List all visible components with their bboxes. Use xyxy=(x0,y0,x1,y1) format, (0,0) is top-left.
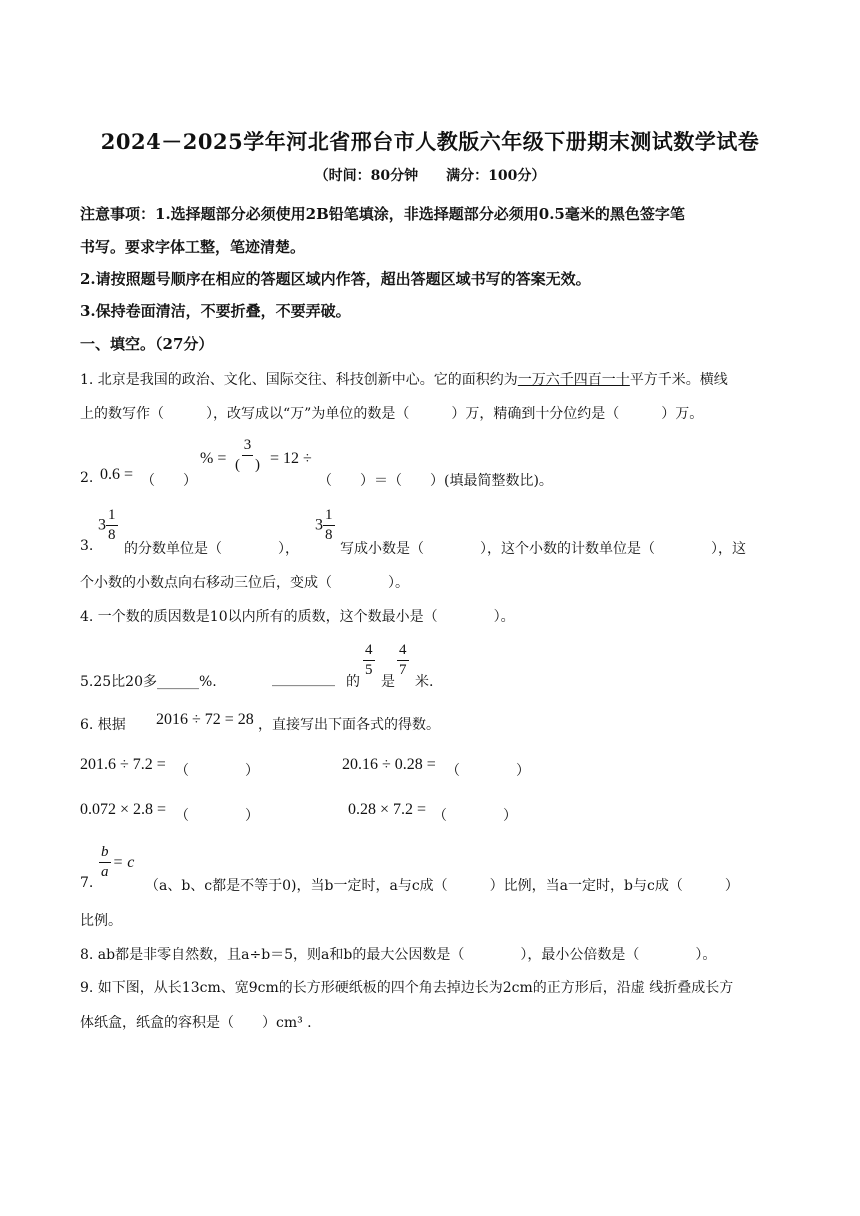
question-1-line-1 xyxy=(80,369,728,389)
q6-answer-1: （ ） xyxy=(175,763,259,779)
q5-text-d: 米. xyxy=(415,674,434,690)
q6-expr-1: 201.6 ÷ 7.2 = xyxy=(80,756,166,773)
q2-number: 2. xyxy=(80,470,94,486)
q7-equation xyxy=(99,845,134,880)
q5-text-a: 5.25比20多______%. xyxy=(80,674,217,690)
q1-text-a: 1. 北京是我国的政治、文化、国际交往、科技创新中心。它的面积约为 xyxy=(80,372,518,388)
q6-answer-4: （ ） xyxy=(433,808,517,824)
q5-blank: _________ xyxy=(272,671,335,687)
notice-line-2: 书写。要求字体工整，笔迹清楚。 xyxy=(80,238,306,256)
q5-fraction-1 xyxy=(363,643,375,678)
q3-number: 3. xyxy=(80,538,94,554)
q2-paren-a: （ ） xyxy=(141,473,197,489)
q6-expr-3: 0.072 × 2.8 = xyxy=(80,801,167,818)
q6-given-equation: 2016 ÷ 72 = 28 xyxy=(156,711,254,728)
q3-whole-1: 3 xyxy=(98,516,106,534)
q7-frac-num: b xyxy=(99,845,111,863)
q5-text-c: 是 xyxy=(381,674,395,690)
notice-line-1: 注意事项：1.选择题部分必须使用2B铅笔填涂，非选择题部分必须用0.5毫米的黑色签字笔 xyxy=(80,205,685,223)
q2-fraction xyxy=(233,438,262,473)
q6-answer-3: （ ） xyxy=(175,808,259,824)
q5-f1-num: 4 xyxy=(363,643,375,661)
q3-mixed-number-2 xyxy=(315,508,335,543)
q3-num-2: 1 xyxy=(323,508,335,526)
q7-text: （a、b、c都是不等于0)，当b一定时，a与c成（ ）比例，当a一定时，b与c成（ ） xyxy=(145,878,739,894)
q6-answer-2: （ ） xyxy=(446,763,530,779)
notice-line-4: 3.保持卷面清洁，不要折叠，不要弄破。 xyxy=(80,302,351,320)
q3-mixed-number-1 xyxy=(98,508,118,543)
q2-expr-a: 0.6 = xyxy=(100,466,134,483)
q5-f1-den: 5 xyxy=(365,662,373,678)
notice-line-3: 2.请按照题号顺序在相应的答题区域内作答，超出答题区域书写的答案无效。 xyxy=(80,270,591,288)
q2-expr-b: = 12 ÷ xyxy=(270,450,312,467)
q3-den-1: 8 xyxy=(108,527,116,543)
q2-frac-num: 3 xyxy=(242,438,254,456)
exam-time-score: （时间：80分钟 满分：100分） xyxy=(314,168,546,184)
q1-text-b: 平方千米。横线 xyxy=(629,372,728,388)
q1-underlined-number: 一万六千四百一十 xyxy=(517,372,630,388)
q6-intro-b: ，直接写出下面各式的得数。 xyxy=(258,717,440,733)
section-heading: 一、填空。（27分） xyxy=(80,335,214,353)
q3-text-b: 写成小数是（ ），这个小数的计数单位是（ ），这 xyxy=(340,541,746,557)
q9-line-2: 体纸盒，纸盒的容积是（ ）cm³ . xyxy=(80,1015,312,1031)
q2-percent: % = xyxy=(200,450,227,467)
page-title: 2024－2025学年河北省邢台市人教版六年级下册期末测试数学试卷 xyxy=(100,129,760,154)
q3-whole-2: 3 xyxy=(315,516,323,534)
q5-fraction-2 xyxy=(397,643,409,678)
q5-f2-den: 7 xyxy=(399,662,407,678)
q7-line-2: 比例。 xyxy=(80,913,122,929)
q7-number: 7. xyxy=(80,875,94,891)
q3-num-1: 1 xyxy=(106,508,118,526)
question-1-line-2: 上的数写作（ ），改写成以“万”为单位的数是（ ）万，精确到十分位约是（ ）万。 xyxy=(80,406,704,422)
q2-rest: （ ）＝（ ）(填最简整数比)。 xyxy=(318,473,553,489)
q5-f2-num: 4 xyxy=(397,643,409,661)
q3-line-2: 个小数的小数点向右移动三位后，变成（ ）。 xyxy=(80,575,409,591)
q3-den-2: 8 xyxy=(325,527,333,543)
q7-frac-den: a xyxy=(101,864,109,880)
q9-line-1: 9. 如下图，从长13cm、宽9cm的长方形硬纸板的四个角去掉边长为2cm的正方形后，沿虚 线折叠成长方 xyxy=(80,980,734,996)
q3-text-a: 的分数单位是（ ）， xyxy=(124,541,299,557)
q6-intro-a: 6. 根据 xyxy=(80,717,126,733)
q6-expr-4: 0.28 × 7.2 = xyxy=(348,801,427,818)
question-8: 8. ab都是非零自然数，且a÷b＝5，则a和b的最大公因数是（ ），最小公倍数是（ ）。 xyxy=(80,947,717,963)
q2-frac-den: ( ) xyxy=(235,457,260,473)
q7-equals-c: = c xyxy=(112,853,135,871)
question-4: 4. 一个数的质因数是10以内所有的质数，这个数最小是（ ）。 xyxy=(80,609,515,625)
q5-text-b: 的 xyxy=(346,674,360,690)
q6-expr-2: 20.16 ÷ 0.28 = xyxy=(342,756,436,773)
